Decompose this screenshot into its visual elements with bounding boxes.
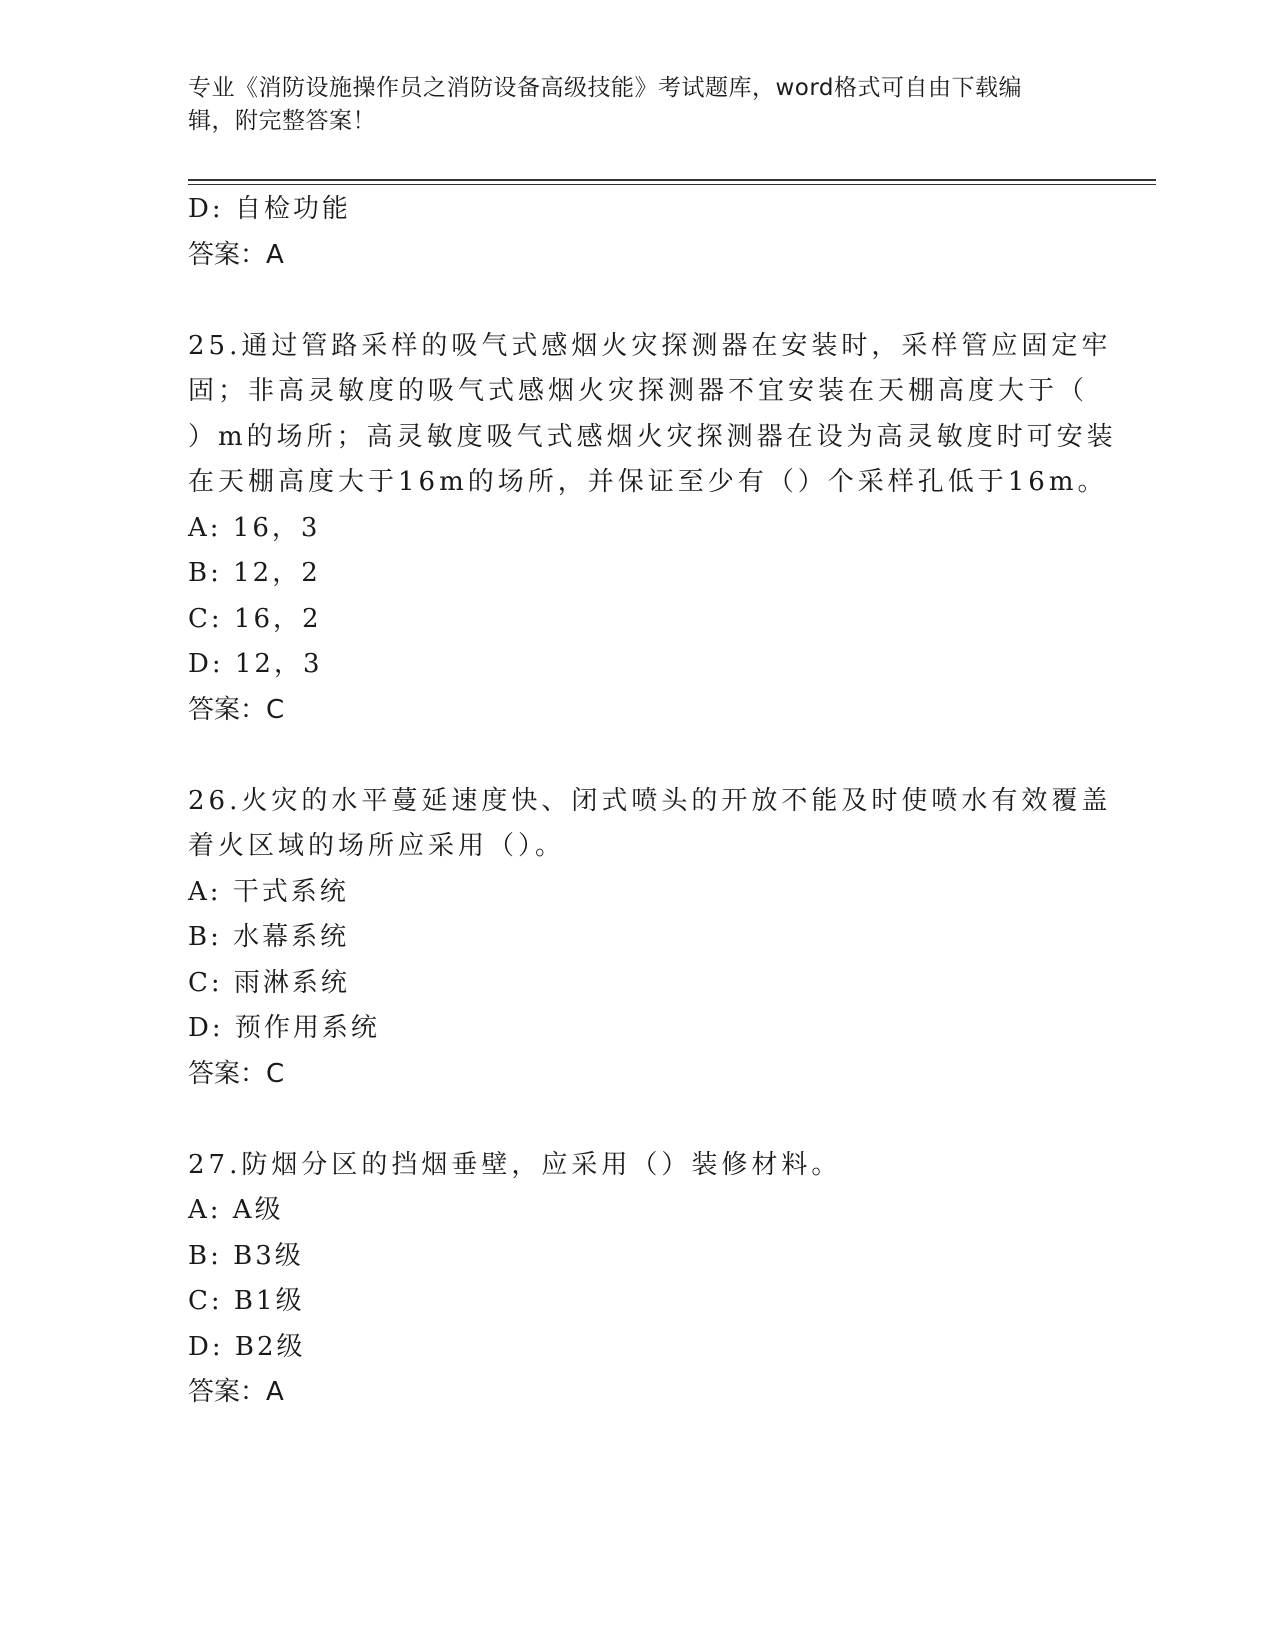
question-stem-line: ）m的场所；高灵敏度吸气式感烟火灾探测器在设为高灵敏度时可安装: [188, 421, 1117, 452]
document-header: [188, 72, 1068, 138]
option-d: D: 12，3: [188, 649, 323, 679]
question-26: [188, 779, 1112, 870]
spacer: [188, 733, 1088, 779]
option-b: B: 12，2: [188, 558, 321, 588]
question-stem-line: 26.火灾的水平蔓延速度快、闭式喷头的开放不能及时使喷水有效覆盖: [188, 785, 1112, 816]
option-b: B: B3级: [188, 1240, 304, 1271]
question-stem-line: 着火区域的场所应采用（）。: [188, 831, 566, 861]
header-divider-thick: [188, 179, 1156, 181]
header-line-2: 辑，附完整答案！: [188, 108, 376, 134]
option-d: D: 预作用系统: [188, 1013, 380, 1043]
option-a: A: A级: [188, 1195, 284, 1225]
option-a: A: 干式系统: [188, 876, 349, 907]
option-a: A: 16，3: [188, 512, 321, 543]
question-25: [188, 324, 1117, 506]
option-d: D: B2级: [188, 1331, 306, 1362]
carryover-option-d: D: 自检功能: [188, 194, 351, 224]
question-stem-line: 在天棚高度大于16m的场所，并保证至少有（）个采样孔低于16m。: [188, 467, 1108, 497]
option-c: C: 16，2: [188, 603, 322, 634]
question-27: [188, 1143, 1088, 1189]
question-stem-line: 27.防烟分区的挡烟垂壁，应采用（）装修材料。: [188, 1149, 842, 1180]
option-b: B: 水幕系统: [188, 922, 350, 952]
header-line-1: 专业《消防设施操作员之消防设备高级技能》考试题库，word格式可自由下载编: [188, 75, 1023, 101]
document-body: [188, 187, 1117, 1416]
carryover-answer: 答案：A: [188, 239, 284, 270]
option-c: C: B1级: [188, 1286, 305, 1316]
spacer: [188, 1097, 1088, 1143]
header-divider-thin: [188, 184, 1156, 185]
answer: 答案：C: [188, 1058, 285, 1089]
spacer: [188, 278, 1088, 324]
answer: 答案：A: [188, 1377, 284, 1407]
question-stem-line: 25.通过管路采样的吸气式感烟火灾探测器在安装时，采样管应固定牢: [188, 330, 1112, 361]
question-stem-line: 固；非高灵敏度的吸气式感烟火灾探测器不宜安装在天棚高度大于（: [188, 376, 1089, 406]
answer: 答案：C: [188, 694, 285, 725]
option-c: C: 雨淋系统: [188, 967, 350, 998]
